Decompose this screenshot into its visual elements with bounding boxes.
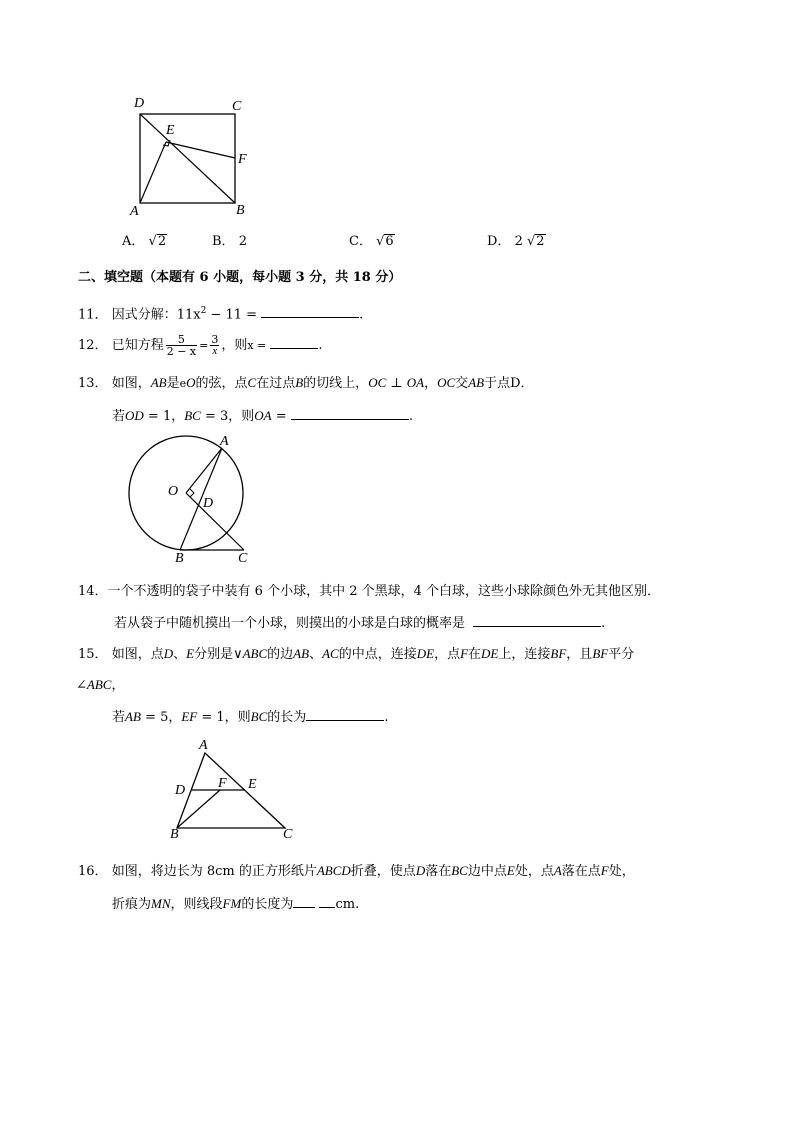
option-d-prefix: 2: [514, 234, 523, 249]
q12-number: 12．: [78, 338, 108, 353]
label-f: F: [238, 152, 247, 167]
option-d-key: D．: [487, 234, 511, 249]
q15-text: 、: [173, 647, 187, 662]
q15-ac: AC: [322, 646, 339, 661]
q13-o: O: [186, 375, 196, 390]
q12-text: 已知方程: [111, 338, 164, 353]
question-16-line2: [112, 895, 359, 913]
q16-d: D: [415, 863, 426, 878]
q16-text: 边中点: [467, 864, 507, 879]
q15-text: 的边: [267, 647, 294, 662]
q13-if: 若: [112, 409, 126, 424]
q16-text: 折叠，使点: [350, 864, 416, 879]
q15-angle-symbol: ∠: [76, 678, 87, 693]
q15-text: 的长为: [267, 710, 307, 725]
label-f: F: [218, 776, 227, 791]
q11-period: .: [359, 307, 364, 323]
q13-perp: ⊥: [386, 376, 407, 391]
q15-text: ，且: [566, 647, 593, 662]
q13-ab: AB: [150, 375, 167, 390]
q15-period: .: [384, 710, 389, 725]
q15-f: F: [460, 646, 469, 661]
q12-x: x =: [247, 339, 267, 352]
q15-triangle-symbol: ∨: [233, 647, 243, 662]
q13-period: .: [408, 409, 413, 424]
q15-bf: BF: [550, 646, 567, 661]
q14-number: 14．: [78, 584, 108, 599]
q15-text: 、: [309, 647, 323, 662]
q15-text: 的中点，连接: [338, 647, 417, 662]
q16-text: 的长度为: [241, 897, 294, 912]
label-e: E: [166, 123, 175, 138]
q15-bf: BF: [592, 646, 609, 661]
option-d-value: 2: [536, 234, 545, 249]
label-d: D: [175, 783, 186, 798]
section-heading: 二、填空题（本题有 6 小题，每小题 3 分，共 18 分）: [78, 270, 402, 285]
q15-abc: ABC: [86, 677, 112, 692]
q15-e: E: [186, 646, 195, 661]
q13-circle-symbol: e: [179, 377, 187, 390]
label-c: C: [232, 99, 242, 114]
q15-text: 分别是: [194, 647, 234, 662]
q13-b: B: [295, 375, 304, 390]
q15-d: D: [163, 646, 174, 661]
q13-text: 如图，: [111, 376, 151, 391]
q15-text: ，点: [434, 647, 461, 662]
label-d: D: [134, 96, 145, 111]
q15-number: 15．: [78, 647, 108, 662]
option-c-key: C．: [349, 234, 372, 249]
q13-text: 的切线上，: [303, 376, 369, 391]
q16-mn: MN: [151, 896, 171, 911]
q16-fm: FM: [222, 896, 242, 911]
option-a-radical: √: [148, 234, 157, 249]
label-a: A: [220, 434, 229, 449]
q15-de: DE: [481, 646, 499, 661]
label-e: E: [248, 777, 257, 792]
q16-text: 折痕为: [112, 897, 152, 912]
q13-text: 是: [166, 376, 180, 391]
q12-frac2-numerator: 3: [211, 333, 219, 346]
q12-frac1-denominator: 2 − x: [166, 345, 197, 358]
q16-period: .: [355, 897, 360, 912]
q13-text: ，: [424, 376, 438, 391]
q13-oc: OC: [437, 375, 456, 390]
q13-bc: BC: [184, 408, 201, 423]
q12-equals: =: [199, 339, 209, 352]
q15-ef-value: = 1，则: [197, 710, 251, 725]
q13-oa: OA: [254, 408, 272, 423]
q13-text: 的弦，点: [195, 376, 248, 391]
q11-number: 11．: [78, 307, 108, 323]
q16-text: 处，: [608, 864, 635, 879]
label-b: B: [236, 203, 245, 218]
q15-ab-value: = 5，: [140, 710, 182, 725]
q13-text: 在过点: [256, 376, 296, 391]
q16-number: 16．: [78, 864, 108, 879]
q12-period: .: [318, 338, 323, 353]
q15-text: 上，连接: [498, 647, 551, 662]
label-c: C: [238, 551, 248, 566]
q13-c: C: [247, 375, 257, 390]
q16-answer-blank-2[interactable]: [319, 895, 335, 908]
option-a-key: A．: [122, 234, 145, 249]
q13-od: OD: [125, 408, 144, 423]
q15-ab: AB: [293, 646, 310, 661]
q13-bc-value: = 3，则: [200, 409, 255, 424]
q15-if: 若: [112, 710, 126, 725]
q15-text: 平分: [608, 647, 635, 662]
label-d: D: [203, 496, 214, 511]
q14-period: .: [601, 616, 606, 631]
q13-equals: =: [271, 409, 287, 424]
q14-text: 一个不透明的袋子中装有 6 个小球，其中 2 个黑球，4 个白球，这些小球除颜色外无其他区别．: [107, 584, 661, 599]
q16-unit: cm: [335, 897, 356, 912]
q11-tail: − 11 =: [206, 307, 258, 323]
q15-bc: BC: [250, 709, 268, 724]
q16-text: 处，点: [514, 864, 554, 879]
q16-text: 落在点: [561, 864, 601, 879]
q13-text: 交: [455, 376, 469, 391]
question-16-line1: [78, 863, 635, 880]
q11-text: 因式分解：11x: [111, 307, 201, 323]
q15-ab: AB: [125, 709, 141, 724]
q13-text: 于点D．: [484, 376, 534, 391]
q16-f: F: [600, 863, 609, 878]
q13-oa: OA: [406, 375, 425, 390]
q16-answer-blank-1[interactable]: [293, 895, 315, 908]
label-o: O: [168, 484, 179, 499]
q16-e: E: [506, 863, 515, 878]
q15-ef: EF: [181, 709, 198, 724]
label-a: A: [199, 738, 208, 753]
q16-abcd: ABCD: [316, 863, 351, 878]
q13-number: 13．: [78, 376, 108, 391]
q16-text: ，则线段: [170, 897, 223, 912]
q15-abc: ABC: [242, 646, 268, 661]
q16-text: 落在: [425, 864, 452, 879]
q16-a: A: [553, 863, 562, 878]
q14-text: 若从袋子中随机摸出一个小球，则摸出的小球是白球的概率是: [114, 616, 466, 631]
q15-text: 如图，点: [111, 647, 164, 662]
q15-de: DE: [416, 646, 435, 661]
option-b-key: B．: [212, 234, 235, 249]
option-a-value: 2: [157, 234, 167, 249]
q16-bc: BC: [451, 863, 468, 878]
q13-ab: AB: [468, 375, 485, 390]
q16-text: 如图，将边长为 8cm 的正方形纸片: [111, 864, 317, 879]
q12-mid: ，则: [221, 338, 248, 353]
q15-comma: ，: [111, 678, 125, 693]
q12-frac2-denominator: x: [212, 345, 218, 357]
q12-frac1-numerator: 5: [166, 334, 197, 346]
q15-text: 在: [468, 647, 482, 662]
q13-od-value: = 1，: [143, 409, 185, 424]
option-b-value: 2: [238, 234, 247, 249]
q11-exponent: 2: [200, 306, 207, 316]
label-a: A: [130, 204, 139, 219]
label-c: C: [283, 827, 293, 842]
label-b: B: [170, 827, 179, 842]
q13-oc: OC: [368, 375, 387, 390]
label-b: B: [175, 551, 184, 566]
option-d-radical: √: [527, 234, 536, 249]
option-c-radical: √: [376, 234, 385, 249]
option-c-value: 6: [385, 234, 394, 249]
